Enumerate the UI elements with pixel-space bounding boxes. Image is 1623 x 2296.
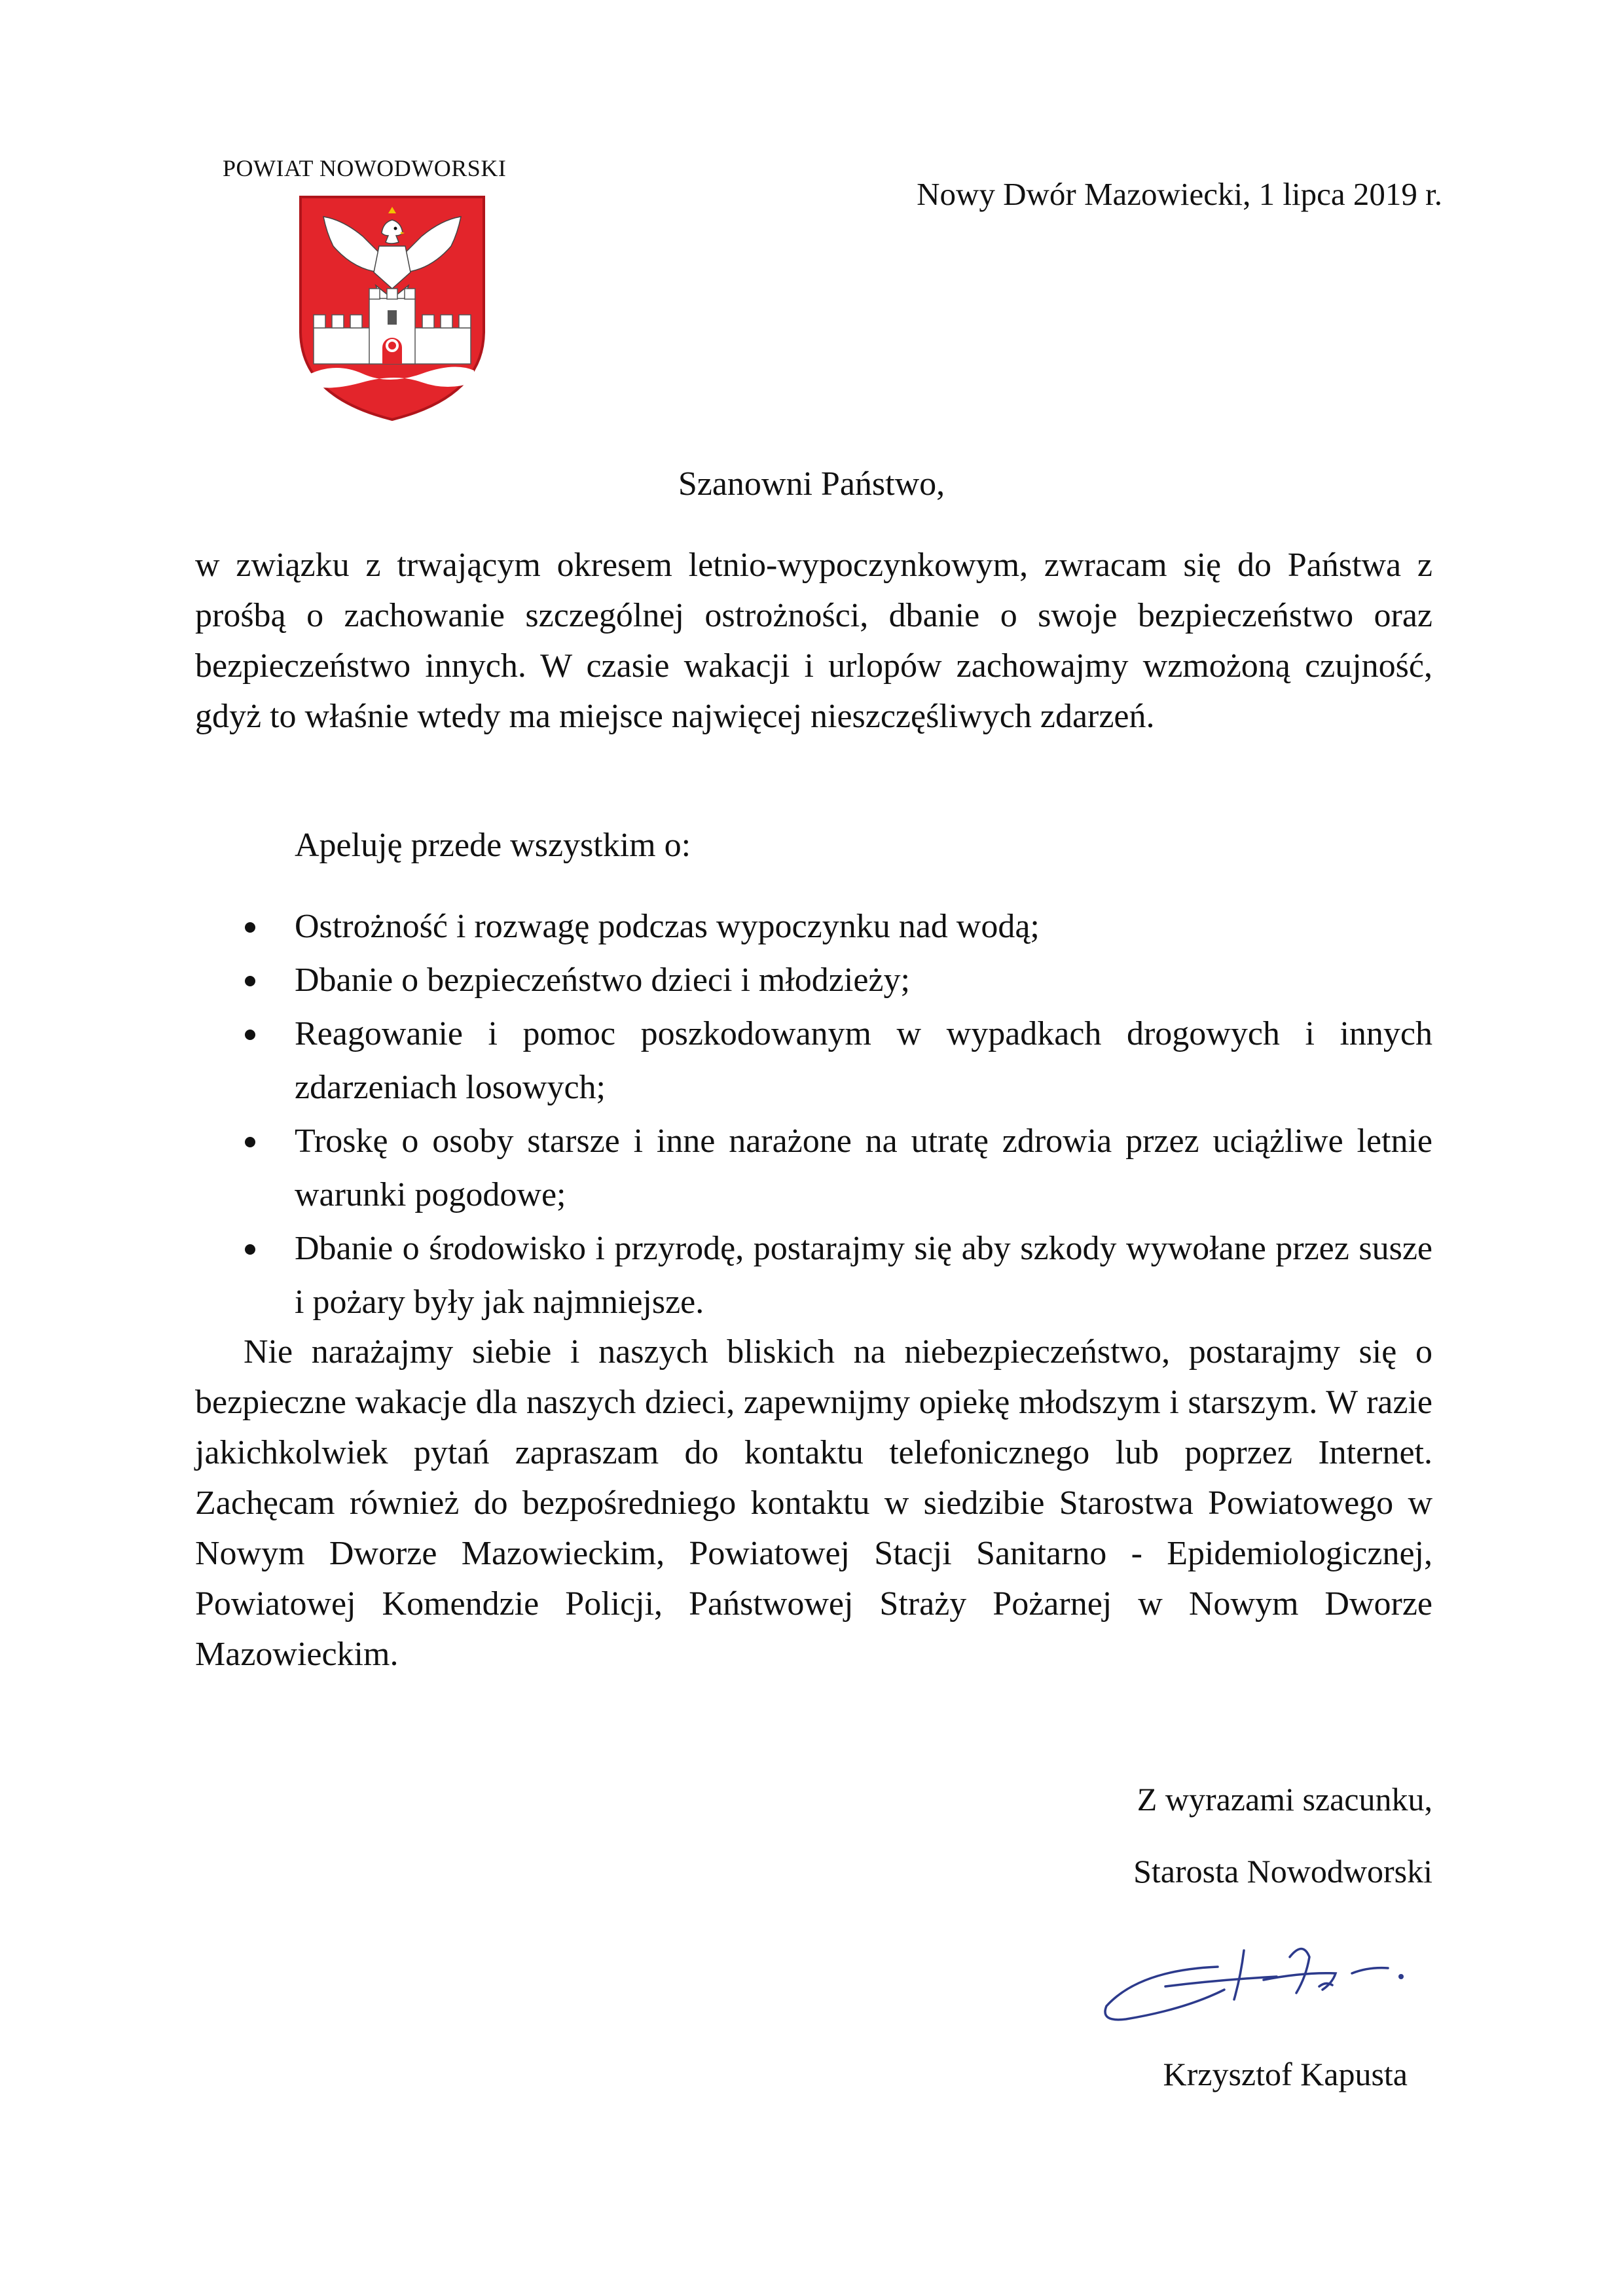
paragraph-2: Nie narażajmy siebie i naszych bliskich na niebezpieczeństwo, postarajmy się o bezpieczne wakacje dla naszych dzieci, zapewnijmy opiekę młodszym i starszym. W razie jakichkolwiek pytań zapraszam do kontaktu telefonicznego lub poprzez Internet. Zachęcam również do bezpośredniego kontaktu w siedzibie Starostwa Powiatowego w Nowym Dworze Mazowieckim, Powiatowej Stacji Sanitarno - Epidemiologicznej, Powiatowej Komendzie Policji, Państwowej Straży Pożarnej w Nowym Dworze Mazowieckim. <box>195 1333 1432 1673</box>
paragraph-1: w związku z trwającym okresem letnio-wypoczynkowym, zwracam się do Państwa z prośbą o zachowanie szczególnej ostrożności, dbanie o swoje bezpieczeństwo oraz bezpieczeństwo innych. W czasie wakacji i urlopów zachowajmy wzmożoną czujność, gdyż to właśnie wtedy ma miejsce najwięcej nieszczęśliwych zdarzeń. <box>195 547 1432 735</box>
list-item-text: Reagowanie i pomoc poszkodowanym w wypadkach drogowych i innych zdarzeniach losowych; <box>295 1015 1432 1106</box>
bullet-icon <box>245 922 255 933</box>
signature-icon <box>1093 1937 1460 2042</box>
list-item <box>195 1115 1432 1222</box>
list-item-text: Dbanie o bezpieczeństwo dzieci i młodzieży; <box>295 961 910 999</box>
list-item <box>195 1007 1432 1115</box>
list-item-text: Troskę o osoby starsze i inne narażone na utratę zdrowia przez uciążliwe letnie warunki pogodowe; <box>295 1122 1432 1213</box>
bullet-icon <box>245 1244 255 1255</box>
header-label: POWIAT NOWODWORSKI <box>223 155 507 181</box>
list-item-text: Dbanie o środowisko i przyrodę, postarajmy się aby szkody wywołane przez susze i pożary były jak najmniejsze. <box>295 1230 1432 1321</box>
signatory-name: Krzysztof Kapusta <box>1163 2056 1408 2092</box>
bullet-icon <box>245 976 255 986</box>
salutation: Szanowni Państwo, <box>678 465 945 503</box>
bullet-icon <box>245 1030 255 1040</box>
closing: Z wyrazami szacunku, <box>1137 1781 1432 1818</box>
appeal-list <box>195 900 1432 1329</box>
list-item <box>195 900 1432 954</box>
appeal-intro: Apeluję przede wszystkim o: <box>295 827 691 864</box>
list-item <box>195 954 1432 1007</box>
date-line: Nowy Dwór Mazowiecki, 1 lipca 2019 r. <box>917 176 1442 212</box>
signatory-title: Starosta Nowodworski <box>1133 1853 1432 1890</box>
list-item-text: Ostrożność i rozwagę podczas wypoczynku nad wodą; <box>295 908 1040 945</box>
bullet-icon <box>245 1137 255 1147</box>
list-item <box>195 1222 1432 1329</box>
coat-of-arms-icon <box>297 194 487 423</box>
